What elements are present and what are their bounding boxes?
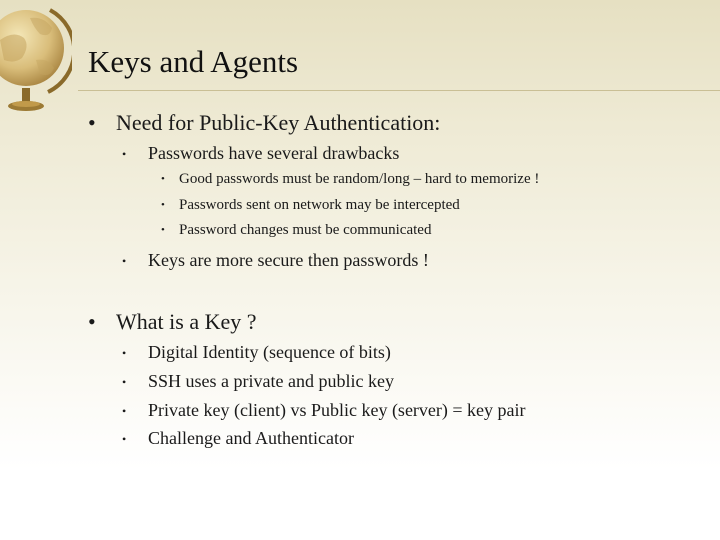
sub-list-item: • Passwords sent on network may be intercepted: [161, 197, 460, 213]
list-item: • Keys are more secure then passwords !: [122, 250, 429, 270]
list-item: • SSH uses a private and public key: [122, 371, 394, 391]
sub-list-item: • Password changes must be communicated: [161, 222, 432, 238]
bullet-icon: •: [161, 224, 165, 236]
bullet-icon: •: [122, 147, 127, 161]
list-item: • Challenge and Authenticator: [122, 428, 354, 448]
bullet-icon: •: [122, 375, 127, 389]
bullet-icon: •: [122, 404, 127, 418]
bullet-icon: •: [122, 346, 127, 360]
bullet-icon: •: [161, 199, 165, 211]
bullet-icon: •: [161, 173, 165, 185]
bullet-icon: •: [122, 254, 127, 268]
bullet-icon: •: [88, 110, 96, 135]
sub-list-item: • Good passwords must be random/long – hard to memorize !: [161, 171, 540, 187]
list-item: • Digital Identity (sequence of bits): [122, 342, 391, 362]
slide-title: Keys and Agents: [88, 44, 299, 79]
list-item: • Passwords have several drawbacks: [122, 143, 400, 163]
list-item: • Private key (client) vs Public key (server) = key pair: [122, 400, 526, 420]
section-heading: • What is a Key ?: [88, 309, 257, 334]
bullet-icon: •: [88, 309, 96, 334]
section-heading: • Need for Public-Key Authentication:: [88, 110, 441, 135]
bullet-icon: •: [122, 432, 127, 446]
